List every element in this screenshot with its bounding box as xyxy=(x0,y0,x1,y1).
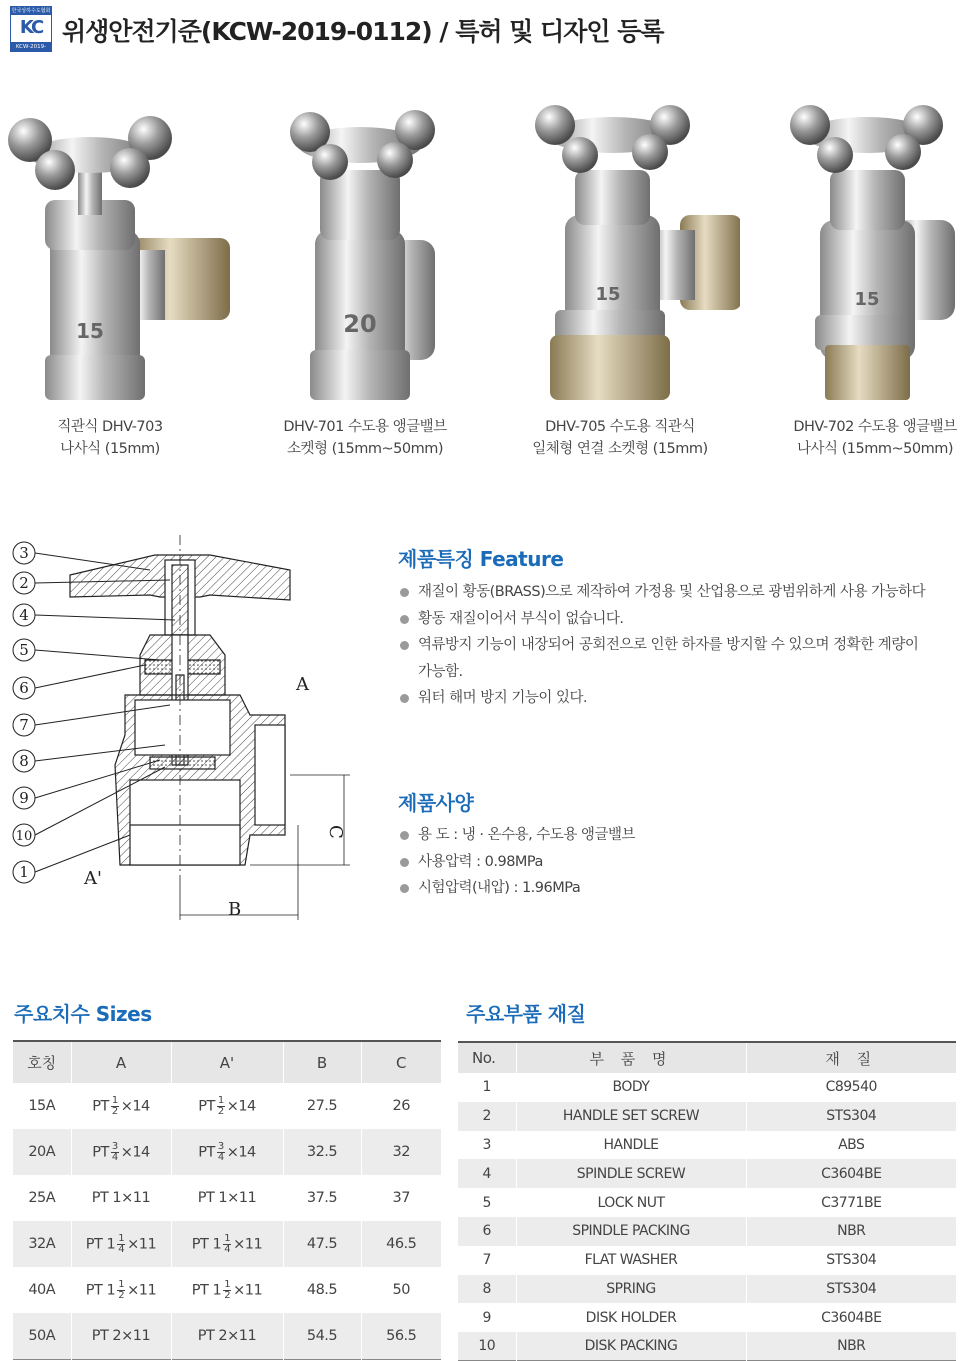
table-cell: PT 1 $\frac{1}{2}$ ×11 xyxy=(71,1267,171,1313)
bullet-icon xyxy=(400,831,409,840)
table-cell: 26 xyxy=(361,1083,441,1129)
page-title: 위생안전기준(KCW-2019-0112) / 특허 및 디자인 등록 xyxy=(62,17,664,46)
column-header: 부 품 명 xyxy=(516,1042,746,1073)
svg-text:5: 5 xyxy=(19,641,29,659)
valve-photo-icon xyxy=(245,100,485,410)
product-caption xyxy=(500,416,740,460)
table-cell: STS304 xyxy=(746,1246,956,1275)
svg-text:3: 3 xyxy=(19,544,29,562)
spec-item: 사용압력 : 0.98MPa xyxy=(398,849,898,876)
product-name: DHV-701 수도용 앵글밸브 xyxy=(283,419,447,435)
table-row xyxy=(13,1267,441,1313)
sizes-table xyxy=(13,1040,441,1360)
product-card xyxy=(755,100,960,470)
table-cell: PT 2×11 xyxy=(71,1313,171,1359)
table-cell: HANDLE xyxy=(516,1131,746,1160)
table-cell: 2 xyxy=(458,1102,516,1131)
column-header: 호칭 xyxy=(13,1041,71,1083)
product-spec: 나사식 (15mm~50mm) xyxy=(797,441,953,457)
feature-item: 황동 재질이어서 부식이 없습니다. xyxy=(398,606,958,633)
table-cell: PT 1 $\frac{1}{4}$ ×11 xyxy=(171,1221,283,1267)
svg-text:4: 4 xyxy=(19,606,29,624)
product-spec: 나사식 (15mm) xyxy=(60,441,160,457)
table-cell: 48.5 xyxy=(283,1267,361,1313)
table-cell: C3604BE xyxy=(746,1303,956,1332)
column-header: B xyxy=(283,1041,361,1083)
fraction: $\frac{1}{2}$ xyxy=(118,1278,125,1301)
table-row xyxy=(13,1221,441,1267)
size-stamp: 15 xyxy=(854,289,880,310)
table-cell: 27.5 xyxy=(283,1083,361,1129)
table-cell: DISK HOLDER xyxy=(516,1303,746,1332)
badge-code-label: KCW-2019-0112 xyxy=(11,42,51,52)
callout-6 xyxy=(13,665,145,699)
table-cell: C3771BE xyxy=(746,1188,956,1217)
bullet-icon xyxy=(400,694,409,703)
product-name: DHV-705 수도용 직관식 xyxy=(545,419,695,435)
callout-4 xyxy=(13,604,175,626)
specs-list xyxy=(398,822,898,902)
table-cell: STS304 xyxy=(746,1102,956,1131)
product-spec: 소켓형 (15mm~50mm) xyxy=(287,441,443,457)
bullet-icon xyxy=(400,858,409,867)
product-gallery xyxy=(0,100,960,470)
fraction: $\frac{1}{2}$ xyxy=(224,1278,231,1301)
product-spec: 일체형 연결 소켓형 (15mm) xyxy=(532,441,708,457)
table-cell: 37 xyxy=(361,1175,441,1221)
label-b: B xyxy=(228,899,242,920)
table-row xyxy=(458,1073,956,1102)
fraction: $\frac{1}{2}$ xyxy=(111,1094,118,1117)
kc-certification-badge xyxy=(10,6,52,60)
column-header: No. xyxy=(458,1042,516,1073)
table-cell: SPRING xyxy=(516,1275,746,1304)
table-cell: HANDLE SET SCREW xyxy=(516,1102,746,1131)
fraction: $\frac{3}{4}$ xyxy=(217,1140,224,1163)
table-cell: NBR xyxy=(746,1217,956,1246)
table-cell: PT $\frac{3}{4}$ ×14 xyxy=(171,1129,283,1175)
product-card xyxy=(0,100,230,470)
parts-table xyxy=(458,1041,956,1361)
table-cell: FLAT WASHER xyxy=(516,1246,746,1275)
table-cell: 8 xyxy=(458,1275,516,1304)
svg-text:2: 2 xyxy=(19,574,29,592)
table-cell: PT 1×11 xyxy=(71,1175,171,1221)
table-cell: 46.5 xyxy=(361,1221,441,1267)
product-caption xyxy=(245,416,485,460)
table-row xyxy=(13,1083,441,1129)
column-header: 재 질 xyxy=(746,1042,956,1073)
table-row xyxy=(458,1332,956,1361)
page-header xyxy=(10,6,950,60)
table-cell: SPINDLE SCREW xyxy=(516,1159,746,1188)
table-cell: 7 xyxy=(482,1252,491,1269)
size-stamp: 15 xyxy=(76,319,104,343)
label-a-prime: A' xyxy=(84,868,102,889)
table-row xyxy=(458,1102,956,1131)
fraction: $\frac{1}{4}$ xyxy=(224,1232,231,1255)
column-header: A xyxy=(71,1041,171,1083)
table-cell: PT 1×11 xyxy=(171,1175,283,1221)
fraction: $\frac{1}{4}$ xyxy=(118,1232,125,1255)
table-cell: PT $\frac{3}{4}$ ×14 xyxy=(71,1129,171,1175)
table-row xyxy=(458,1303,956,1332)
table-cell: BODY xyxy=(516,1073,746,1102)
table-row xyxy=(458,1188,956,1217)
table-cell: NBR xyxy=(746,1332,956,1361)
table-row xyxy=(458,1246,956,1275)
badge-org-label: 한국상하수도협회 xyxy=(11,8,51,14)
table-cell: PT 1 $\frac{1}{2}$ ×11 xyxy=(171,1267,283,1313)
bullet-icon xyxy=(400,615,409,624)
table-cell: SPINDLE PACKING xyxy=(516,1217,746,1246)
table-cell: C3604BE xyxy=(746,1159,956,1188)
table-cell: 1 xyxy=(482,1079,491,1096)
table-cell: 37.5 xyxy=(283,1175,361,1221)
table-cell: PT $\frac{1}{2}$ ×14 xyxy=(171,1083,283,1129)
parts-title: 주요부품 재질 xyxy=(466,1002,586,1026)
table-cell: 50 xyxy=(361,1267,441,1313)
valve-photo-icon xyxy=(500,100,740,410)
fraction: $\frac{1}{2}$ xyxy=(217,1094,224,1117)
product-caption xyxy=(755,416,960,460)
svg-text:1: 1 xyxy=(19,863,29,881)
features-title: 제품특징 Feature xyxy=(398,547,564,571)
spec-item: 용 도 : 냉 · 온수용, 수도용 앵글밸브 xyxy=(398,822,898,849)
table-cell: 47.5 xyxy=(283,1221,361,1267)
valve-photo-icon xyxy=(755,100,960,410)
column-header: C xyxy=(361,1041,441,1083)
table-cell: 50A xyxy=(13,1313,71,1359)
table-header-row xyxy=(458,1042,956,1073)
table-cell: ABS xyxy=(746,1131,956,1160)
table-cell: PT 2×11 xyxy=(171,1313,283,1359)
bullet-icon xyxy=(400,884,409,893)
product-card xyxy=(245,100,485,470)
features-list xyxy=(398,579,958,712)
table-cell: LOCK NUT xyxy=(516,1188,746,1217)
feature-item: 재질이 황동(BRASS)으로 제작하여 가정용 및 산업용으로 광범위하게 사용 가능하다 xyxy=(398,579,958,606)
label-a: A xyxy=(296,674,309,695)
table-cell: 6 xyxy=(458,1217,516,1246)
product-name: DHV-702 수도용 앵글밸브 xyxy=(793,419,957,435)
spec-item: 시험압력(내압) : 1.96MPa xyxy=(398,875,898,902)
svg-text:6: 6 xyxy=(19,679,29,697)
product-name: 직관식 DHV-703 xyxy=(57,419,163,435)
table-cell: C89540 xyxy=(746,1073,956,1102)
svg-text:9: 9 xyxy=(19,789,29,807)
bullet-icon xyxy=(400,641,409,650)
table-cell: 32 xyxy=(361,1129,441,1175)
table-row xyxy=(13,1313,441,1359)
table-cell: DISK PACKING xyxy=(516,1332,746,1361)
table-cell: 10 xyxy=(458,1332,516,1361)
callout-5 xyxy=(13,639,160,661)
table-cell: PT 1 $\frac{1}{4}$ ×11 xyxy=(71,1221,171,1267)
table-cell: PT $\frac{1}{2}$ ×14 xyxy=(71,1083,171,1129)
table-cell: 4 xyxy=(458,1159,516,1188)
table-row xyxy=(458,1131,956,1160)
table-cell: 5 xyxy=(482,1194,491,1211)
specs-title: 제품사양 xyxy=(398,791,474,815)
table-cell: 54.5 xyxy=(283,1313,361,1359)
table-cell: 20A xyxy=(13,1129,71,1175)
table-row xyxy=(458,1159,956,1188)
fraction: $\frac{3}{4}$ xyxy=(111,1140,118,1163)
product-card xyxy=(500,100,740,470)
svg-text:8: 8 xyxy=(19,752,29,770)
table-header-row xyxy=(13,1041,441,1083)
sizes-title: 주요치수 Sizes xyxy=(14,1002,152,1026)
kc-logo-icon: KC xyxy=(19,17,43,38)
table-cell: STS304 xyxy=(746,1275,956,1304)
table-row xyxy=(458,1217,956,1246)
table-cell: 25A xyxy=(28,1190,56,1206)
label-c: C xyxy=(325,825,346,839)
table-cell: 32A xyxy=(13,1221,71,1267)
cross-section-diagram xyxy=(0,535,370,925)
table-cell: 9 xyxy=(482,1309,491,1326)
column-header: A' xyxy=(171,1041,283,1083)
table-row xyxy=(13,1129,441,1175)
valve-photo-icon xyxy=(0,100,230,410)
table-cell: 40A xyxy=(28,1282,56,1298)
size-stamp: 20 xyxy=(343,310,377,338)
table-cell: 15A xyxy=(28,1098,56,1114)
svg-text:7: 7 xyxy=(19,716,29,734)
table-cell: 32.5 xyxy=(283,1129,361,1175)
feature-item: 역류방지 기능이 내장되어 공회전으로 인한 하자를 방지할 수 있으며 정확한 계량이 가능함. xyxy=(398,632,958,685)
table-row xyxy=(458,1275,956,1304)
bullet-icon xyxy=(400,588,409,597)
svg-text:10: 10 xyxy=(15,829,33,844)
table-row xyxy=(13,1175,441,1221)
size-stamp: 15 xyxy=(595,284,621,305)
product-caption xyxy=(0,416,230,460)
table-cell: 56.5 xyxy=(361,1313,441,1359)
feature-item: 워터 해머 방지 기능이 있다. xyxy=(398,685,958,712)
table-cell: 3 xyxy=(482,1136,491,1153)
